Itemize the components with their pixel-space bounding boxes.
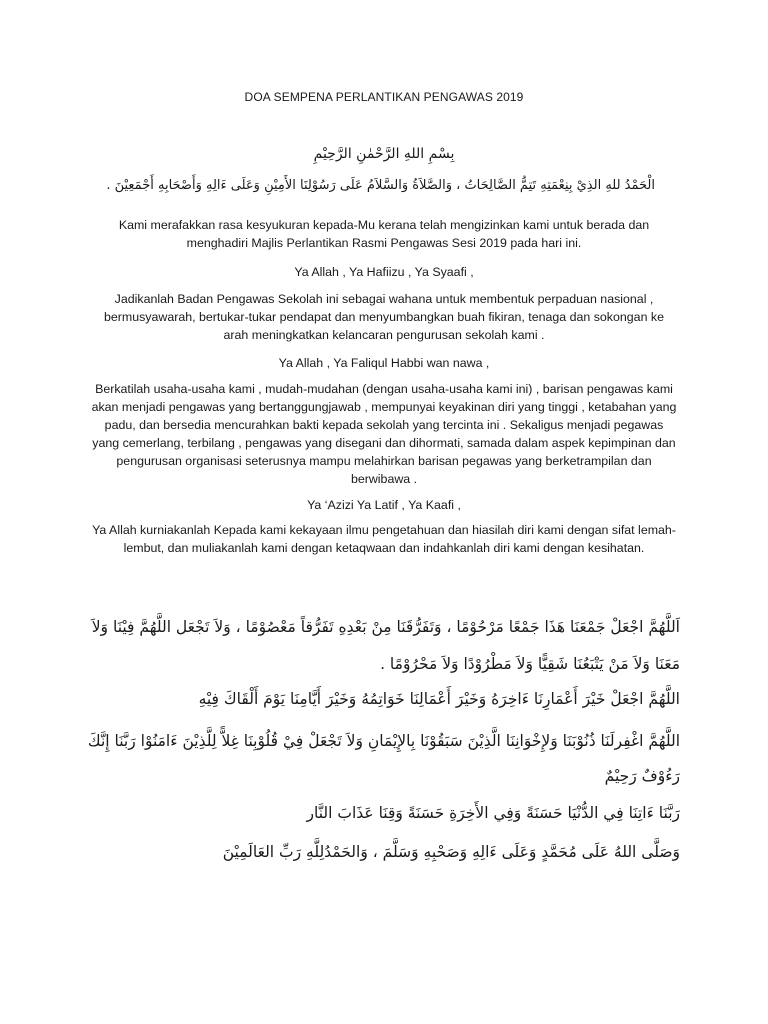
doa-line: اللَّهُمَّ اجْعَلْ خَيْرَ أَعْمَارِنَا ءَاخِرَهُ وَخَيْرَ أَعْمَالِنَا خَوَاتِمُهُ وَخَيْرَ أَيَّامِنَا يَوْمَ أَلْقَاكَ فِيْهِ [198, 690, 680, 708]
document-title: DOA SEMPENA PERLANTIKAN PENGAWAS 2019 [244, 90, 524, 104]
invocation-line-1: Ya Allah , Ya Hafiizu , Ya Syaafi , [294, 265, 474, 279]
paragraph-knowledge: Ya Allah kurniakanlah Kepada kami kekayaan ilmu pengetahuan dan hiasilah diri kami dengan sifat lemah-lembut, dan muliakanlah kami dengan ketaqwaan dan indahkanlah diri kami dengan kesihatan. [92, 523, 676, 555]
doa-line: رَءُوْفٌ رَحِيْمٌ [604, 767, 680, 785]
basmala-text: بِسْمِ اللهِ الرَّحْمٰنِ الرَّحِيْمِ [313, 146, 455, 162]
invocation-line-2: Ya Allah , Ya Faliqul Habbi wan nawa , [278, 356, 490, 370]
doa-line: رَبَّنَا ءَاتِنَا فِي الدُّنْيَا حَسَنَةً وَفِي الأَخِرَةِ حَسَنَةً وَقِنَا عَذَابَ النَّار [306, 804, 680, 822]
doa-line: اللَّهُمَّ اغْفِرلَنَا ذُنُوْبَنَا وَلإِخْوَانِنَا الَّذِيْنَ سَبَقُوْنَا بِالإِيْمَانِ وَلاَ تَجْعَلْ فِيْ قُلُوْبِنَا غِلاًّ لِلَّذِيْنَ ءَامَنُوْا رَبَّنَا إِنَّكَ [87, 732, 680, 750]
doa-line: اَللَّهُمَّ اجْعَلْ جَمْعَنَا هَذَا جَمْعًا مَرْحُوْمًا ، وَتَفَرُّقَنَا مِنْ بَعْدِهِ تَفَرُّقاً مَعْصُوْمًا ، وَلاَ تَجْعَل اللَّهُمَّ فِيْنَا وَلاَ [91, 618, 680, 636]
invocation-line-3: Ya ‘Azizi Ya Latif , Ya Kaafi , [307, 498, 461, 512]
doa-line: وَصَلَّى اللهُ عَلَى مُحَمَّدٍ وَعَلَى ءَالِهِ وَصَحْبِهِ وَسَلَّمَ ، وَالحَمْدُلِلَّهِ رَبِّ العَالَمِيْنَ [222, 843, 680, 861]
paragraph-blessing: Berkatilah usaha-usaha kami , mudah-mudahan (dengan usaha-usaha kami ini) , barisan pengawas kami akan menjadi pengawas yang bertanggungjawab , mempunyai keyakinan diri yang tinggi , ketabahan yang padu, dan bersedia mencurahkan bakti kepada sekolah yang tercinta ini . Sekaligus menjadi pegawas yang cemerlang, terbilang , pengawas yang disegani dan dihormati, samada dalam aspek kepimpinan dan pengurusan organisasi seterusnya mampu melahirkan barisan pegawas yang berketrampilan dan berwibawa . [91, 382, 677, 486]
hamdalah-text: الْحَمْدُ للهِ الذِيْ بِنِعْمَتِهِ تَتِمُّ الصَّالِحَاتُ ، وَالصَّلاَةُ وَالسَّلاَمُ عَلَى رَسُوْلِنَا الأَمِيْنِ وَعَلَى ءَالِهِ وَأَصْحَابِهِ أَجْمَعِيْنَ . [106, 178, 655, 193]
paragraph-gratitude: Kami merafakkan rasa kesyukuran kepada-Mu kerana telah mengizinkan kami untuk berada dan menghadiri Majlis Perlantikan Rasmi Pengawas Sesi 2019 pada hari ini. [118, 218, 650, 250]
doa-line: مَعَنَا وَلاَ مَنْ يَتْبَعُنَا شَقِيًّا وَلاَ مَطْرُوْدًا وَلاَ مَحْرُوْمًا . [380, 655, 680, 673]
paragraph-prefect-body: Jadikanlah Badan Pengawas Sekolah ini sebagai wahana untuk membentuk perpaduan nasional , bermusyawarah, bertukar-tukar pendapat dan menyumbangkan buah fikiran, tenaga dan sokongan ke arah meningkatkan kelancaran pengurusan sekolah kami . [103, 292, 664, 342]
